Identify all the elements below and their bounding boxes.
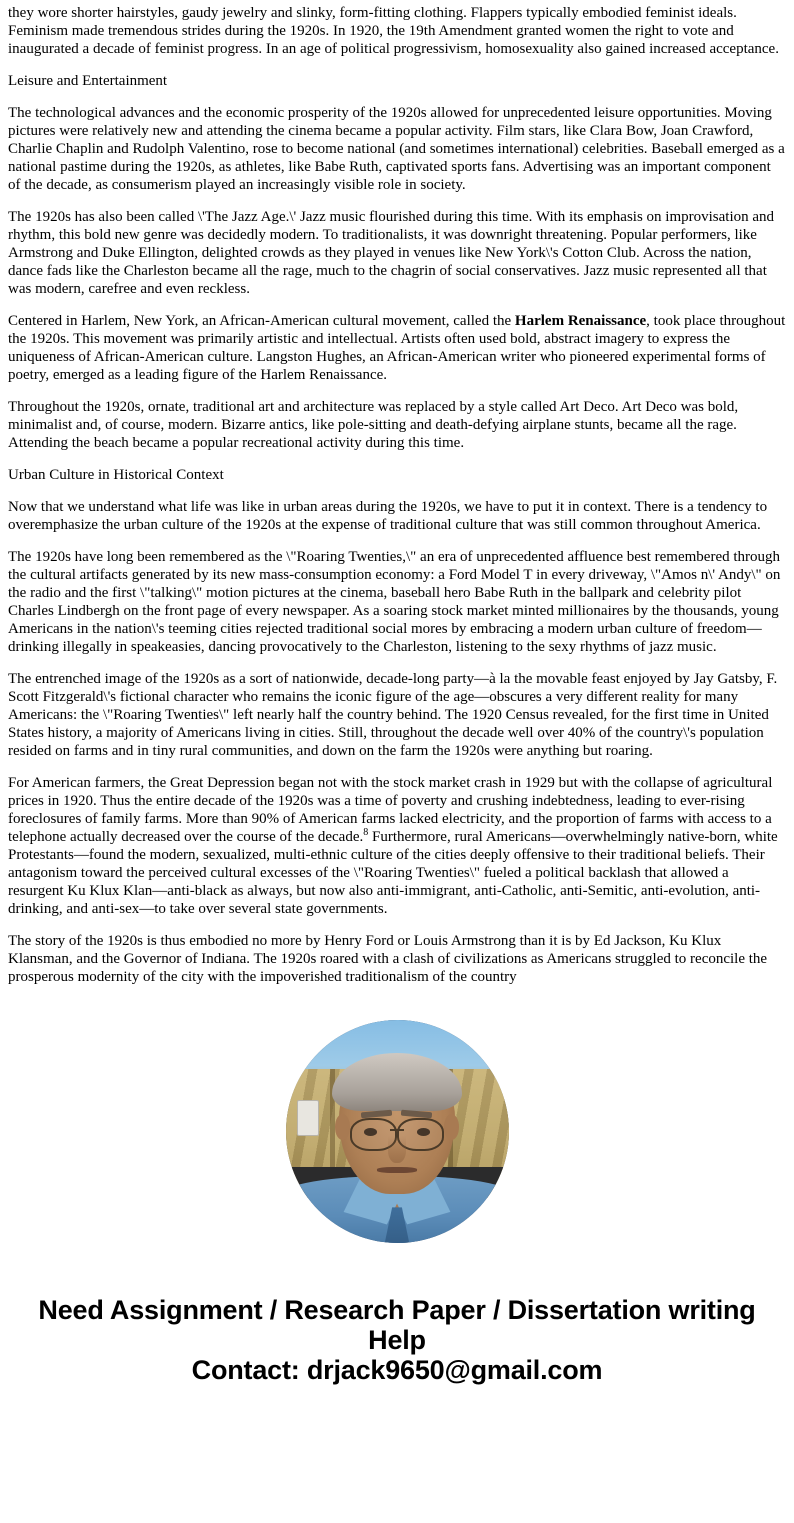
paragraph-farmers-part1: For American farmers, the Great Depression began not with the stock market crash in 1929 but with the collapse of agricultural prices in 1920. Thus the entire decade of the 1920s was a time of poverty and crushing indebtedness, leading to ever-rising foreclosures of family farms. More than 90% of American farms lacked electricity, and the proportion of farms with access to a telephone actually decreased over the course of the decade.: [8, 775, 773, 845]
clipped-top-paragraph-text: they wore shorter hairstyles, gaudy jewelry and slinky, form-fitting clothing. Flappers typically embodied feminist ideals.: [8, 5, 737, 21]
clipped-top-paragraph: [8, 0, 786, 22]
paragraph-gatsby-reality: The entrenched image of the 1920s as a sort of nationwide, decade-long party—à la the movable feast enjoyed by Jay Gatsby, F. Scott Fitzgerald\'s fictional character who remains the iconic figure of the age—obscures a very different reality for many Americans: the \"Roaring Twenties\" left nearly half the country behind. The 1920 Census revealed, for the first time in United States history, a majority of Americans living in cities. Still, throughout the decade well over 40% of the country\'s population resided on farms and in tiny rural communities, and down on the farm the 1920s were anything but roaring.: [8, 671, 778, 759]
cta-contact-email[interactable]: Contact: drjack9650@gmail.com: [191, 1355, 603, 1385]
heading-leisure-and-entertainment: Leisure and Entertainment: [8, 73, 168, 89]
paragraph-harlem-part1: Centered in Harlem, New York, an African-American cultural movement, called the: [8, 313, 515, 329]
paragraph-art-deco: Throughout the 1920s, ornate, traditional art and architecture was replaced by a style called Art Deco. Art Deco was bold, minimalist and, of course, modern. Bizarre antics, like pole-sitting and death-defying airplane stunts, became all the rage. Attending the beach became a popular recreational activity during this time.: [8, 399, 739, 451]
paragraph-harlem-renaissance: [8, 312, 786, 384]
paragraph-urban-context: Now that we understand what life was like in urban areas during the 1920s, we have to put it in context. There is a tendency to overemphasize the urban culture of the 1920s at the expense of traditional culture that was still common throughout America.: [8, 499, 768, 533]
paragraph-feminism: Feminism made tremendous strides during the 1920s. In 1920, the 19th Amendment granted women the right to vote and inaugurated a decade of feminist progress. In an age of political progressivism, homosexuality also gained increased acceptance.: [8, 23, 779, 57]
paragraph-conclusion: The story of the 1920s is thus embodied no more by Henry Ford or Louis Armstrong than it is by Ed Jackson, Ku Klux Klansman, and the Governor of Indiana. The 1920s roared with a clash of civilizations as Americans struggled to reconcile the prosperous modernity of the city with the impoverished traditionalism of the country: [8, 933, 768, 985]
heading-urban-culture-in-historical-context: Urban Culture in Historical Context: [8, 467, 224, 483]
avatar-mouth: [377, 1167, 417, 1172]
paragraph-leisure: The technological advances and the economic prosperity of the 1920s allowed for unprecedented leisure opportunities. Moving pictures were relatively new and attending the cinema became a popular activity. Film stars, like Clara Bow, Joan Crawford, Charlie Chaplin and Rudolph Valentino, rose to become national (and sometimes international) celebrities. Baseball emerged as a national pastime during the 1920s, as athletes, like Babe Ruth, captivated sports fans. Advertising was an important component of the decade, as consumerism played an increasingly visible role in society.: [8, 105, 785, 193]
paragraph-harlem-part2: , took place throughout the 1920s. This movement was primarily artistic and intellectual. Artists often used bold, abstract imagery to express the uniqueness of African-American culture. Langston Hughes, an African-American writer who pioneered experimental forms of poetry, emerged as a leading figure of the Harlem Renaissance.: [8, 313, 786, 383]
avatar: [286, 1020, 509, 1243]
contact-call-to-action: [8, 1295, 786, 1409]
paragraph-roaring-twenties: The 1920s have long been remembered as the \"Roaring Twenties,\" an era of unprecedented affluence best remembered through the cultural artifacts generated by its new mass-consumption economy: a Ford Model T in every driveway, \"Amos n\' Andy\" on the radio and the first \"talking\" motion pictures at the cinema, baseball hero Babe Ruth in the ballpark and celebrity pilot Charles Lindbergh on the front page of every newspaper. As a soaring stock market minted millionaires by the thousands, young Americans in the nation\'s teeming cities rejected traditional social mores by embracing a modern urban culture of freedom—drinking illegally in speakeasies, dancing provocatively to the Charleston, listening to the sexy rhythms of jazz music.: [8, 549, 781, 655]
paragraph-farmers-part2: Furthermore, rural Americans—overwhelmingly native-born, white Protestants—found the modern, sexualized, multi-ethnic culture of the cities deeply offensive to their traditional beliefs. Their antagonism toward the perceived cultural excesses of the \"Roaring Twenties\" fueled a political backlash that allowed a resurgent Ku Klux Klan—anti-black as always, but now also anti-immigrant, anti-Catholic, anti-Semitic, anti-evolution, anti-drinking, and anti-sex—to take over several state governments.: [8, 829, 778, 917]
avatar-block: [8, 1020, 786, 1243]
harlem-renaissance-term: Harlem Renaissance: [514, 313, 647, 329]
paragraph-jazz-age: The 1920s has also been called \'The Jazz Age.\' Jazz music flourished during this time. With its emphasis on improvisation and rhythm, this bold new genre was decidedly modern. To traditionalists, it was downright threatening. Popular performers, like Armstrong and Duke Ellington, delighted crowds as they played in venues like New York\'s Cotton Club. Across the nation, dance fads like the Charleston became all the rage, much to the chagrin of social conservatives. Jazz music represented all that was modern, carefree and even reckless.: [8, 209, 775, 297]
cta-headline: Need Assignment / Research Paper / Dissertation writing Help: [38, 1295, 756, 1355]
avatar-nose: [388, 1136, 406, 1163]
avatar-wall-switch: [297, 1100, 319, 1135]
avatar-eyeglass-bridge: [390, 1129, 403, 1131]
footnote-reference-8[interactable]: 8: [363, 827, 369, 838]
paragraph-american-farmers: [8, 774, 786, 918]
